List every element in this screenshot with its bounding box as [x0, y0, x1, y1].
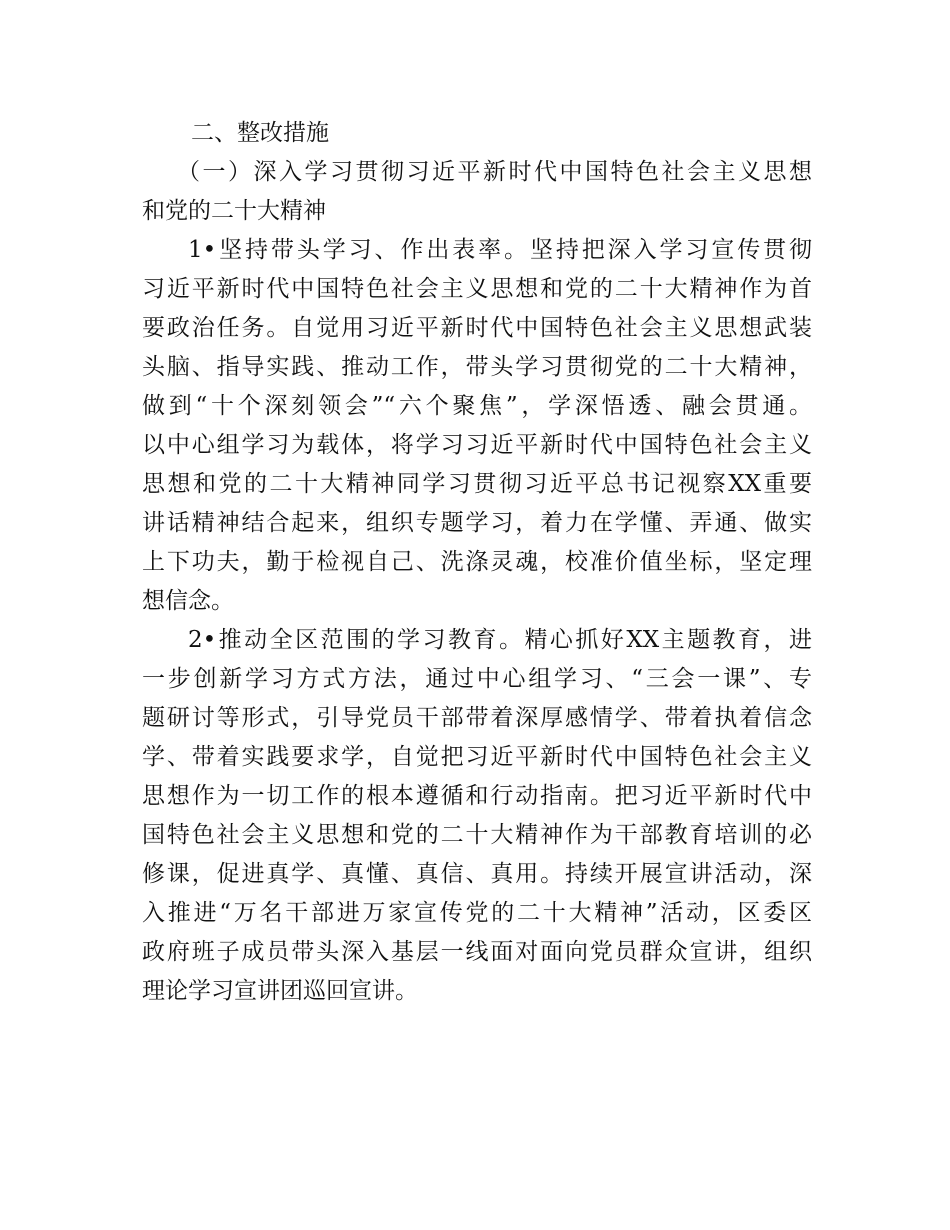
- subheading: [142, 153, 812, 231]
- paragraph-1: [142, 231, 812, 621]
- paragraph-line: 思想和党的二十大精神同学习贯彻习近平总书记视察XX重要: [142, 471, 812, 497]
- paragraph-2: [142, 621, 812, 1011]
- paragraph-line: 想信念。: [142, 588, 234, 614]
- paragraph-line: 以中心组学习为载体，将学习习近平新时代中国特色社会主义: [142, 432, 812, 458]
- paragraph-line: 国特色社会主义思想和党的二十大精神作为干部教育培训的必: [142, 822, 812, 848]
- paragraph-line: 一步创新学习方式方法，通过中心组学习、“三会一课”、专: [142, 666, 812, 692]
- paragraph-line: 做到“十个深刻领会”“六个聚焦”，学深悟透、融会贯通。: [142, 393, 812, 419]
- paragraph-line: 理论学习宣讲团巡回宣讲。: [142, 978, 418, 1004]
- paragraph-line: 头脑、指导实践、推动工作，带头学习贯彻党的二十大精神，: [142, 354, 812, 380]
- document-body: [142, 114, 812, 1011]
- paragraph-line: 入推进“万名干部进万家宣传党的二十大精神”活动，区委区: [142, 900, 812, 926]
- paragraph-line: 政府班子成员带头深入基层一线面对面向党员群众宣讲，组织: [142, 939, 812, 965]
- subheading-line: （一）深入学习贯彻习近平新时代中国特色社会主义思想: [177, 159, 812, 185]
- paragraph-line: 题研讨等形式，引导党员干部带着深厚感情学、带着执着信念: [142, 705, 812, 731]
- paragraph-line: 上下功夫，勤于检视自己、洗涤灵魂，校准价值坐标，坚定理: [142, 549, 812, 575]
- paragraph-line: 思想作为一切工作的根本遵循和行动指南。把习近平新时代中: [142, 783, 812, 809]
- paragraph-line: 修课，促进真学、真懂、真信、真用。持续开展宣讲活动，深: [142, 861, 812, 887]
- paragraph-line: 2•推动全区范围的学习教育。精心抓好XX主题教育，进: [188, 627, 812, 653]
- paragraph-line: 讲话精神结合起来，组织专题学习，着力在学懂、弄通、做实: [142, 510, 812, 536]
- paragraph-line: 学、带着实践要求学，自觉把习近平新时代中国特色社会主义: [142, 744, 812, 770]
- paragraph-line: 1•坚持带头学习、作出表率。坚持把深入学习宣传贯彻: [188, 237, 812, 263]
- paragraph-line: 习近平新时代中国特色社会主义思想和党的二十大精神作为首: [142, 276, 812, 302]
- paragraph-line: 要政治任务。自觉用习近平新时代中国特色社会主义思想武装: [142, 315, 812, 341]
- subheading-line: 和党的二十大精神: [142, 198, 326, 224]
- section-heading: 二、整改措施: [191, 120, 329, 146]
